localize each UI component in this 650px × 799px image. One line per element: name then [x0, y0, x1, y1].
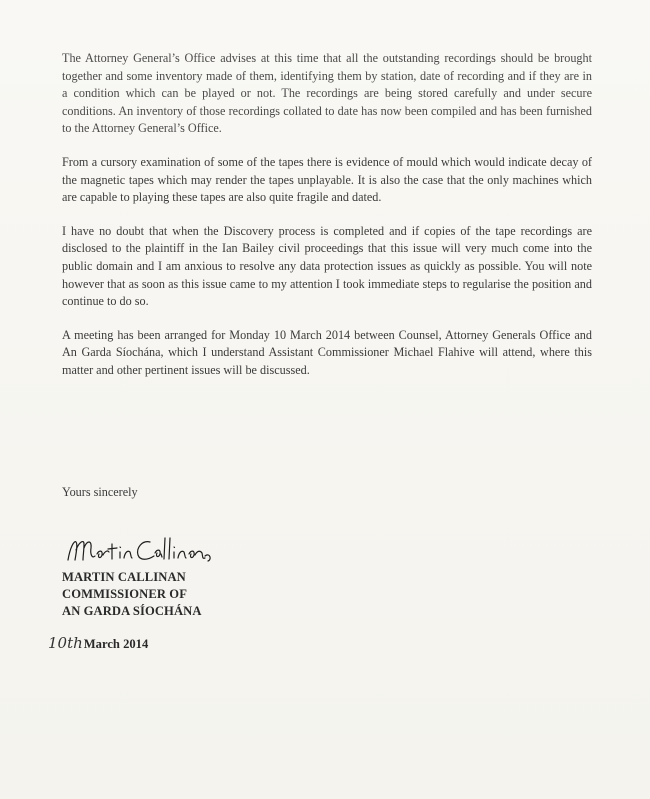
letter-body [48, 50, 592, 652]
paragraph-tape-condition: From a cursory examination of some of the tapes there is evidence of mould which would indicate decay of the magnetic tapes which may render the tapes unplayable. It is also the case that the only machines which are capable to playing these tapes are also quite fragile and dated. [62, 154, 592, 205]
paragraph-recordings-inventory: The Attorney General’s Office advises at this time that all the outstanding recordings should be brought together and some inventory made of them, identifying them by station, date of recording and if they are in a condition which can be played or not. The recordings are being stored carefully and under secure conditions. An inventory of those recordings collated to date has now been compiled and has been furnished to the Attorney General’s Office. [62, 51, 592, 136]
printed-month-year: March 2014 [83, 637, 149, 651]
handwritten-signature [62, 530, 222, 570]
signatory-name: MARTIN CALLINAN [62, 570, 186, 584]
letter-date [48, 635, 148, 654]
signature-block [62, 569, 202, 620]
signatory-title-line2: AN GARDA SÍOCHÁNA [62, 604, 202, 618]
handwritten-day: 10th [48, 634, 83, 652]
paragraph-discovery-process: I have no doubt that when the Discovery process is completed and if copies of the tape recordings are disclosed to the plaintiff in the Ian Bailey civil proceedings that this issue will very much come into the public domain and I am anxious to resolve any data protection issues as quickly as possible. You will note however that as soon as this issue came to my attention I took immediate steps to regularise the position and continue to do so. [62, 223, 592, 309]
closing-salutation: Yours sincerely [62, 485, 138, 499]
paragraph-meeting-arranged: A meeting has been arranged for Monday 10 March 2014 between Counsel, Attorney Generals Office and An Garda Síochána, which I understand Assistant Commissioner Michael Flahive will attend, where this matter and other pertinent issues will be discussed. [62, 327, 592, 377]
signatory-title-line1: COMMISSIONER OF [62, 587, 187, 601]
